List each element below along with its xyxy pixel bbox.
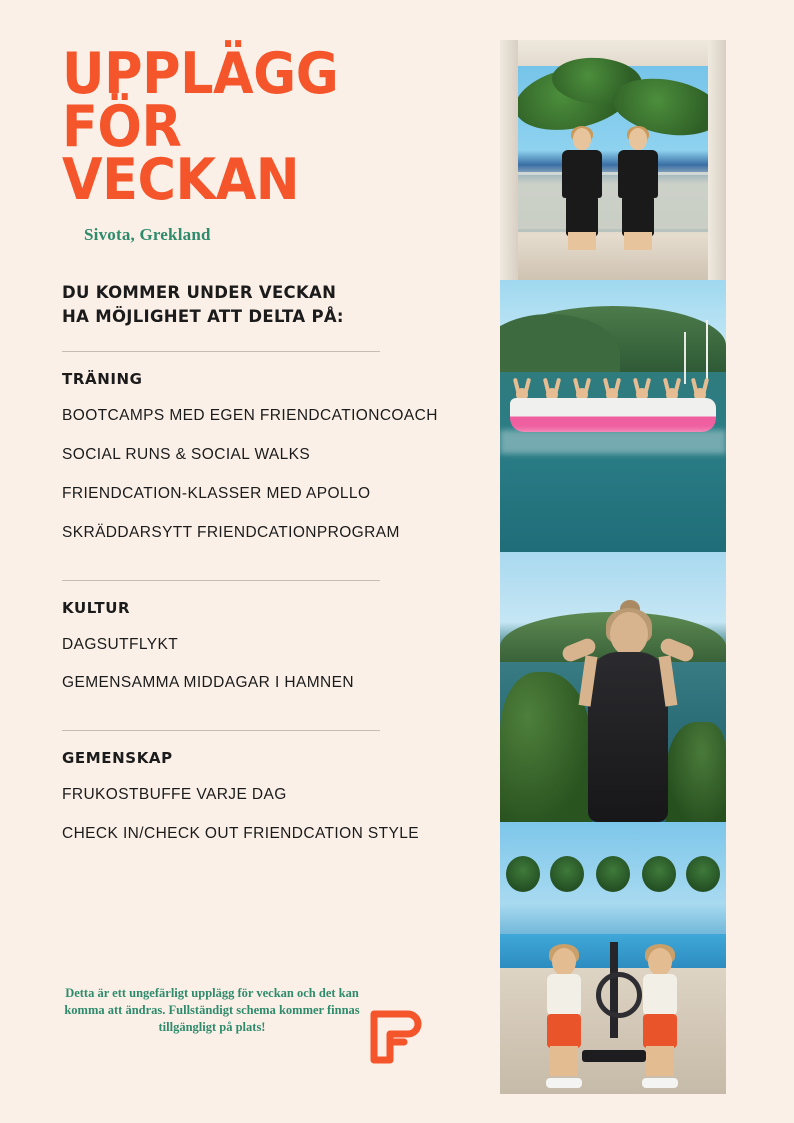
section-traning [62, 370, 462, 544]
section-title: GEMENSKAP [62, 749, 173, 768]
person-figure [562, 128, 602, 236]
location-subtitle: Sivota, Grekland [84, 225, 211, 244]
balcony-railing [518, 172, 708, 232]
list-item: DAGSUTFLYKT [62, 635, 179, 653]
water-wake [500, 430, 726, 454]
divider [62, 580, 380, 581]
boat-mast [706, 320, 708, 384]
photo-stretching-woman [500, 552, 726, 822]
doorframe-left [500, 40, 518, 280]
list-item: FRIENDCATION-KLASSER MED APOLLO [62, 484, 371, 502]
pink-boat [510, 398, 716, 432]
lead-paragraph [62, 281, 462, 329]
lead-line-2: HA MÖJLIGHET ATT DELTA PÅ: [62, 306, 344, 326]
list-item: GEMENSAMMA MIDDAGAR I HAMNEN [62, 674, 354, 692]
divider [62, 351, 380, 352]
section-gemenskap [62, 749, 462, 845]
boat-mast [684, 332, 686, 384]
list-item: CHECK IN/CHECK OUT FRIENDCATION STYLE [62, 825, 419, 843]
palm-row [500, 856, 726, 900]
content-column [62, 41, 462, 845]
spacer [62, 544, 462, 558]
photo-column [500, 40, 726, 1094]
photo-balcony [500, 40, 726, 280]
friendcation-logo-icon [366, 1008, 426, 1066]
person-figure [618, 128, 658, 236]
list-item: BOOTCAMPS MED EGEN FRIENDCATIONCOACH [62, 406, 438, 424]
divider [62, 730, 380, 731]
photo-bike-pool [500, 822, 726, 1094]
person-figure [630, 948, 688, 1084]
section-kultur [62, 599, 462, 695]
person-figure [576, 612, 680, 822]
photo-boat-group [500, 280, 726, 552]
list-item: SOCIAL RUNS & SOCIAL WALKS [62, 445, 311, 463]
section-title: KULTUR [62, 598, 131, 617]
page-title: UPPLÄGG FÖR VECKAN [62, 41, 339, 213]
disclaimer-note: Detta är ett ungefärligt upplägg för veckan och det kan komma att ändras. Fullständigt schema kommer finnas tillgängligt på plats! [64, 986, 360, 1034]
section-title: TRÄNING [62, 369, 143, 388]
spacer [62, 694, 462, 708]
lead-line-1: DU KOMMER UNDER VECKAN [62, 283, 337, 302]
doorframe-right [708, 40, 726, 280]
list-item: SKRÄDDARSYTT FRIENDCATIONPROGRAM [62, 523, 400, 541]
balcony-floor [500, 234, 726, 280]
person-figure [534, 948, 592, 1084]
list-item: FRUKOSTBUFFE VARJE DAG [62, 786, 287, 804]
